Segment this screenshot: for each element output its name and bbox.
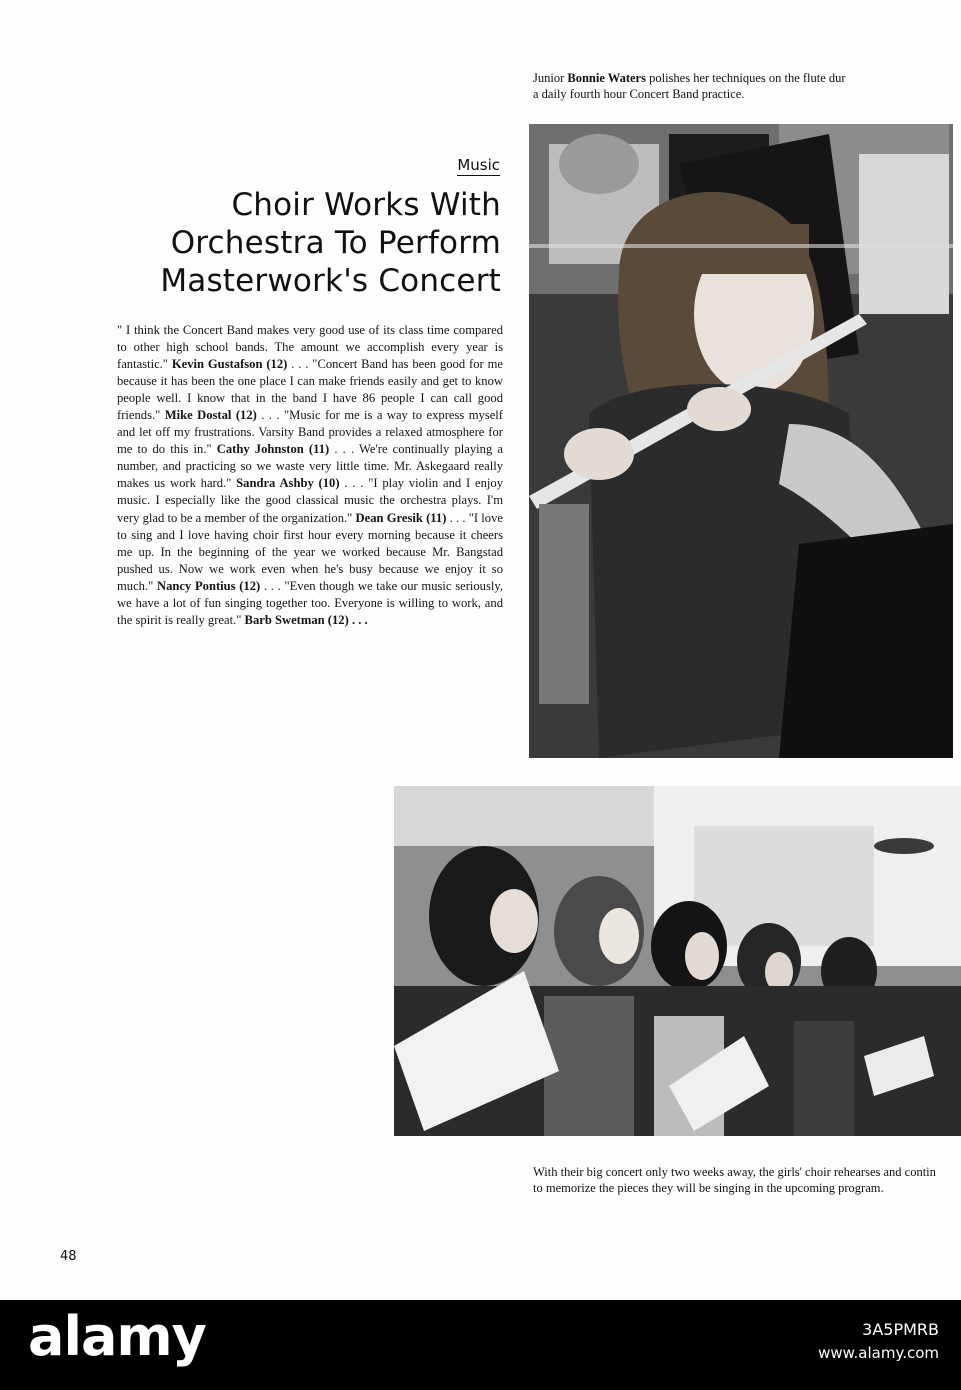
quote-text: . . . "Concert Band has been good for me because it has been the one place I can make friends easily and get to know people well. I know that in the band I have 86 people I can call good friends.": [117, 357, 503, 423]
student-name: Nancy Pontius (12): [156, 578, 261, 593]
caption-line-1: With their big concert only two weeks away, the girls' choir rehearses and contin: [533, 1165, 936, 1179]
student-name: Dean Gresik (11): [355, 510, 447, 525]
student-name: Barb Swetman (12) . . .: [244, 612, 368, 627]
choir-photo: [394, 786, 961, 1136]
article-body: [117, 322, 503, 629]
quote-text: " I think the Concert Band makes very good use of its class time compared to other high school bands. The amount we accomplish every year is fantastic.": [117, 323, 503, 372]
student-name: Mike Dostal (12): [164, 408, 257, 423]
page-number: 48: [60, 1249, 77, 1264]
footer-url: www.alamy.com: [818, 1344, 939, 1362]
footer-meta: [818, 1318, 939, 1364]
caption-student-name: Bonnie Waters: [567, 71, 646, 85]
quote-text: . . . "Even though we take our music seriously, we have a lot of fun singing together too. Everyone is willing to work, and the spirit is really great.": [117, 578, 504, 627]
page-headline: [81, 186, 501, 300]
flute-photo-caption: [533, 70, 961, 102]
flute-player-photo: [529, 124, 953, 758]
student-name: Sandra Ashby (10): [236, 476, 340, 491]
quote-text: . . . We're continually playing a number, and practicing so we waste very little time. Mr. Askegaard really makes us work hard.": [117, 442, 503, 491]
quote-text: . . . "I love to sing and I love having choir first hour every morning because it cheers me up. In the beginning of the year we worked because Mr. Bangstad pushed us. Now we work even when he's busy because we enjoy it so much.": [117, 510, 503, 593]
caption-line-2: to memorize the pieces they will be singing in the upcoming program.: [533, 1181, 884, 1195]
quote-text: . . . "I play violin and I enjoy music. I especially like the good classical music the orchestra plays. I'm very glad to be a member of the organization.": [117, 476, 503, 525]
student-name: Cathy Johnston (11): [216, 442, 330, 457]
alamy-logo: alamy: [28, 1305, 206, 1368]
image-id: 3A5PMRB: [862, 1320, 939, 1339]
quote-text: . . . "Music for me is a way to express myself and let off my frustrations. Varsity Band provides a relaxed atmosphere for me to do this in.": [117, 408, 503, 457]
headline-line-3: Masterwork's Concert: [160, 263, 501, 299]
section-label: Music: [457, 156, 500, 174]
caption-line-1: Junior Bonnie Waters polishes her techniques on the flute dur: [533, 71, 846, 85]
student-name: Kevin Gustafson (12): [171, 357, 288, 372]
choir-photo-caption: [533, 1164, 961, 1196]
caption-line-2: a daily fourth hour Concert Band practice.: [533, 87, 745, 101]
headline-line-2: Orchestra To Perform: [170, 225, 501, 261]
headline-line-1: Choir Works With: [231, 187, 501, 223]
